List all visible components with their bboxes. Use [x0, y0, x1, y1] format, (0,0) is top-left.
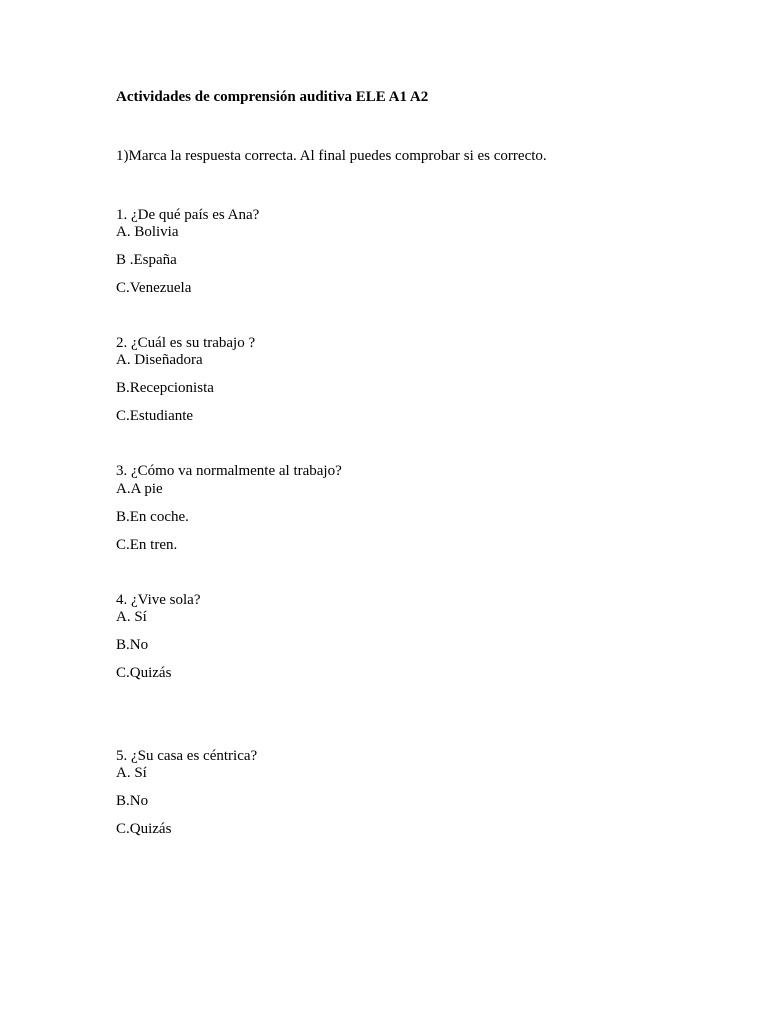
option-4c: C.Quizás [116, 665, 172, 681]
instruction-text: 1)Marca la respuesta correcta. Al final puedes comprobar si es correcto. [116, 148, 547, 164]
document-title: Actividades de comprensión auditiva ELE A1 A2 [116, 89, 429, 105]
question-1: 1. ¿De qué país es Ana? [116, 207, 260, 223]
question-2: 2. ¿Cuál es su trabajo ? [116, 335, 256, 351]
option-5c: C.Quizás [116, 821, 172, 837]
option-1c: C.Venezuela [116, 280, 192, 296]
option-3c: C.En tren. [116, 537, 178, 553]
option-2b: B.Recepcionista [116, 380, 214, 396]
option-4a: A. Sí [116, 609, 147, 625]
option-5b: B.No [116, 793, 149, 809]
option-2c: C.Estudiante [116, 408, 194, 424]
option-1b: B .España [116, 252, 177, 268]
option-5a: A. Sí [116, 765, 147, 781]
question-4: 4. ¿Vive sola? [116, 592, 201, 608]
option-2a: A. Diseñadora [116, 352, 203, 368]
option-3b: B.En coche. [116, 509, 189, 525]
option-4b: B.No [116, 637, 149, 653]
question-3: 3. ¿Cómo va normalmente al trabajo? [116, 463, 342, 479]
question-5: 5. ¿Su casa es céntrica? [116, 748, 258, 764]
option-3a: A.A pie [116, 481, 163, 497]
option-1a: A. Bolivia [116, 224, 179, 240]
